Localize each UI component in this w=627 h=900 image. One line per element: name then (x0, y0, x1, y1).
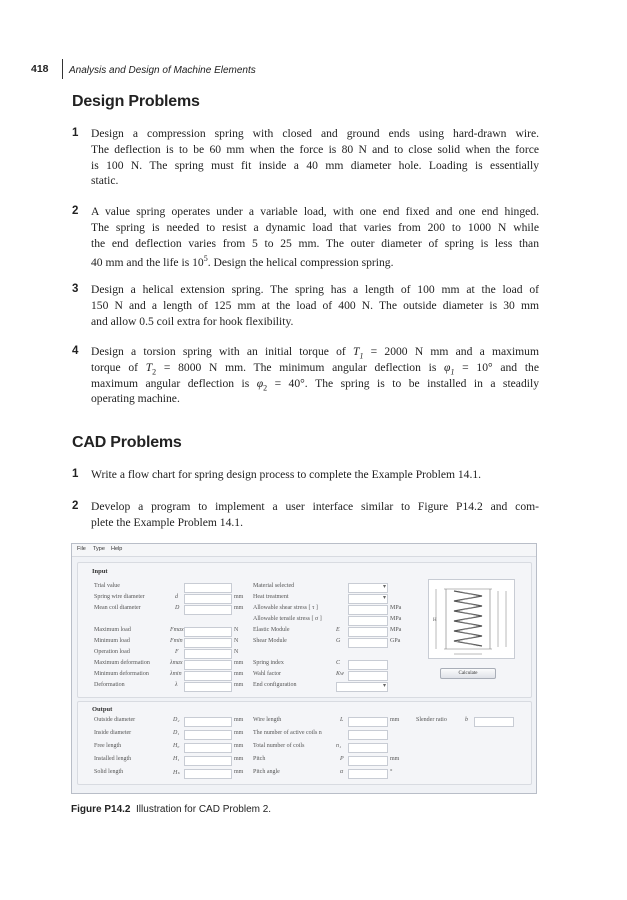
wire-diameter-symbol: d (175, 594, 178, 600)
deformation-label: Deformation (94, 682, 125, 688)
pitch-label: Pitch (253, 756, 266, 762)
text-line: 150 N and a length of 125 mm at the load of 400 N. The outside diameter is 30 mm (91, 298, 539, 312)
text-line: and allow 0.5 coil extra for hook flexibility. (91, 314, 294, 328)
slender-ratio-symbol: b (465, 717, 468, 723)
tensile-stress-unit: MPa (390, 616, 402, 622)
pitch-unit: mm (390, 756, 400, 762)
max-deformation-input[interactable] (184, 660, 232, 670)
free-length-symbol: H₀ (173, 743, 180, 749)
wire-diameter-unit: mm (234, 594, 244, 600)
outside-diameter-output (184, 717, 232, 727)
min-deformation-unit: mm (234, 671, 244, 677)
end-configuration-label: End configuration (253, 682, 297, 688)
min-load-input[interactable] (184, 638, 232, 648)
wire-length-output (348, 717, 388, 727)
deformation-unit: mm (234, 682, 244, 688)
design-problem-4-number: 4 (72, 345, 79, 357)
spring-index-symbol: C (336, 660, 341, 666)
active-coils-label: The number of active coils n (253, 730, 322, 736)
installed-length-symbol: H₁ (173, 756, 180, 762)
pitch-symbol: P (340, 756, 344, 762)
max-load-label: Maximum load (94, 627, 131, 633)
mean-coil-diameter-input[interactable] (184, 605, 232, 615)
spring-index-label: Spring index (253, 660, 284, 666)
spring-design-window (71, 543, 537, 794)
cad-problem-1-number: 1 (72, 468, 79, 480)
text-line: Design a torsion spring with an initial torque of $T_1 = 2000$ N mm and a maximum (91, 345, 539, 361)
wire-diameter-input[interactable] (184, 594, 232, 604)
text-line: The deflection is to be 60 mm when the force is 80 N and to close solid when the force (91, 142, 539, 156)
tensile-stress-input[interactable] (348, 616, 388, 626)
input-panel (77, 562, 532, 698)
cad-problems-heading: CAD Problems (72, 434, 182, 451)
active-coils-output (348, 730, 388, 740)
menu-type[interactable]: Type (93, 546, 105, 552)
design-problem-2 (91, 204, 539, 270)
trial-value-label: Trial value (94, 583, 120, 589)
text-line: the end deflection varies from 5 to 25 mm. The outer diameter of spring is less than (91, 236, 539, 250)
menu-help[interactable]: Help (111, 546, 123, 552)
elastic-module-input[interactable] (348, 627, 388, 637)
cad-problem-1 (91, 467, 539, 483)
page-number: 418 (31, 63, 49, 75)
text-line: 40 mm and the life is $10^5$. Design the helical compression spring. (91, 254, 394, 270)
output-panel (77, 701, 532, 785)
inside-diameter-symbol: D₁ (173, 730, 180, 736)
outside-diameter-symbol: D₂ (173, 717, 180, 723)
cad-problem-2 (91, 499, 539, 531)
total-coils-output (348, 743, 388, 753)
max-deformation-label: Maximum deformation (94, 660, 150, 666)
design-problems-heading: Design Problems (72, 93, 200, 110)
pitch-output (348, 756, 388, 766)
outside-diameter-label: Outside diameter (94, 717, 136, 723)
spring-index-input[interactable] (348, 660, 388, 670)
mean-coil-diameter-symbol: D (175, 605, 180, 611)
installed-length-label: Installed length (94, 756, 132, 762)
text-line: A value spring operates under a variable load, with one end fixed and one end hinged. (91, 205, 539, 218)
text-line: Write a flow chart for spring design process to complete the Example Problem 14.1. (91, 468, 482, 481)
max-deformation-unit: mm (234, 660, 244, 666)
operation-load-input[interactable] (184, 649, 232, 659)
solid-length-output (184, 769, 232, 779)
text-line: torque of $T_2 = 8000$ N mm. The minimum angular deflection is $\varphi_1 = 10^\circ$ and the (91, 360, 539, 377)
inside-diameter-unit: mm (234, 730, 244, 736)
elastic-module-symbol: E (336, 627, 340, 633)
text-line: Design a helical extension spring. The spring has a length of 100 mm at the load of (91, 283, 539, 296)
material-select[interactable] (348, 583, 388, 593)
total-coils-symbol: n₁ (336, 743, 342, 749)
pitch-angle-symbol: α (340, 769, 344, 775)
max-load-symbol: Fmax (170, 627, 184, 633)
inside-diameter-label: Inside diameter (94, 730, 132, 736)
text-line: Design a compression spring with closed and ground ends using hard-drawn wire. (91, 127, 539, 140)
deformation-input[interactable] (184, 682, 232, 692)
min-load-unit: N (234, 638, 239, 644)
design-problem-3 (91, 282, 539, 329)
operation-load-unit: N (234, 649, 239, 655)
max-load-unit: N (234, 627, 239, 633)
total-coils-label: Total number of coils (253, 743, 305, 749)
design-problem-3-number: 3 (72, 283, 79, 295)
running-title: Analysis and Design of Machine Elements (69, 65, 256, 76)
menu-bar (72, 544, 536, 557)
shear-module-symbol: G (336, 638, 341, 644)
text-line: static. (91, 174, 119, 188)
shear-module-input[interactable] (348, 638, 388, 648)
wire-length-label: Wire length (253, 717, 282, 723)
min-deformation-label: Minimum deformation (94, 671, 149, 677)
cad-problem-2-number: 2 (72, 500, 79, 512)
design-problem-1 (91, 126, 539, 189)
operation-load-label: Operation load (94, 649, 130, 655)
deformation-symbol: λ (175, 682, 178, 688)
shear-stress-unit: MPa (390, 605, 402, 611)
text-line: maximum angular deflection is $\varphi_2 = 40^\circ$. The spring is to be installed in a steadily (91, 376, 539, 392)
pitch-angle-output (348, 769, 388, 779)
heat-treatment-select[interactable] (348, 594, 388, 604)
min-deformation-input[interactable] (184, 671, 232, 681)
shear-module-label: Shear Module (253, 638, 287, 644)
mean-coil-diameter-unit: mm (234, 605, 244, 611)
text-line: The spring is needed to resist a dynamic load that varies from 200 to 1000 N while (91, 220, 539, 234)
header-divider (62, 59, 63, 79)
wahl-factor-label: Wahl factor (253, 671, 282, 677)
pitch-angle-label: Pitch angle (253, 769, 280, 775)
svg-text:H: H (433, 618, 437, 623)
design-problem-4 (91, 344, 539, 407)
text-line: is 100 N. The spring must fit inside a 40 mm diameter hole. Loading is essentially (91, 158, 539, 172)
menu-file[interactable]: File (77, 546, 86, 552)
design-problem-2-number: 2 (72, 205, 79, 217)
wire-diameter-label: Spring wire diameter (94, 594, 145, 600)
operation-load-symbol: F (175, 649, 179, 655)
slender-ratio-output (474, 717, 514, 727)
min-load-symbol: Fmin (170, 638, 183, 644)
solid-length-unit: mm (234, 769, 244, 775)
shear-module-unit: GPa (390, 638, 401, 644)
wire-length-unit: mm (390, 717, 400, 723)
heat-treatment-label: Heat treatment (253, 594, 289, 600)
installed-length-unit: mm (234, 756, 244, 762)
outside-diameter-unit: mm (234, 717, 244, 723)
solid-length-symbol: Hₛ (173, 770, 180, 776)
input-section-title: Input (92, 568, 108, 575)
figure-caption: Figure P14.2 Illustration for CAD Problem 2. (71, 804, 272, 815)
tensile-stress-label: Allowable tensile stress [ σ ] (253, 616, 322, 622)
elastic-module-unit: MPa (390, 627, 402, 633)
shear-stress-input[interactable] (348, 605, 388, 615)
end-configuration-select[interactable] (336, 682, 388, 692)
min-load-label: Minimum load (94, 638, 130, 644)
calculate-button[interactable]: Calculate (440, 668, 496, 679)
wahl-factor-input[interactable] (348, 671, 388, 681)
shear-stress-label: Allowable shear stress [ τ ] (253, 605, 318, 611)
slender-ratio-label: Slender ratio (416, 717, 447, 723)
design-problem-1-number: 1 (72, 127, 79, 139)
text-line: plete the Example Problem 14.1. (91, 515, 243, 529)
pitch-angle-unit: ° (390, 769, 393, 775)
wire-length-symbol: L (340, 717, 344, 723)
max-deformation-symbol: λmax (170, 660, 183, 666)
installed-length-output (184, 756, 232, 766)
output-section-title: Output (92, 706, 113, 713)
spring-diagram (428, 579, 515, 659)
min-deformation-symbol: λmin (170, 671, 182, 677)
text-line: Develop a program to implement a user interface similar to Figure P14.2 and com- (91, 500, 539, 513)
max-load-input[interactable] (184, 627, 232, 637)
elastic-module-label: Elastic Module (253, 627, 290, 633)
inside-diameter-output (184, 730, 232, 740)
wahl-factor-symbol: Kw (336, 671, 345, 677)
material-label: Material selected (253, 583, 295, 589)
free-length-unit: mm (234, 743, 244, 749)
mean-coil-diameter-label: Mean coil diameter (94, 605, 141, 611)
solid-length-label: Solid length (94, 769, 124, 775)
free-length-label: Free length (94, 743, 122, 749)
free-length-output (184, 743, 232, 753)
text-line: operating machine. (91, 392, 180, 406)
trial-value-input[interactable] (184, 583, 232, 593)
